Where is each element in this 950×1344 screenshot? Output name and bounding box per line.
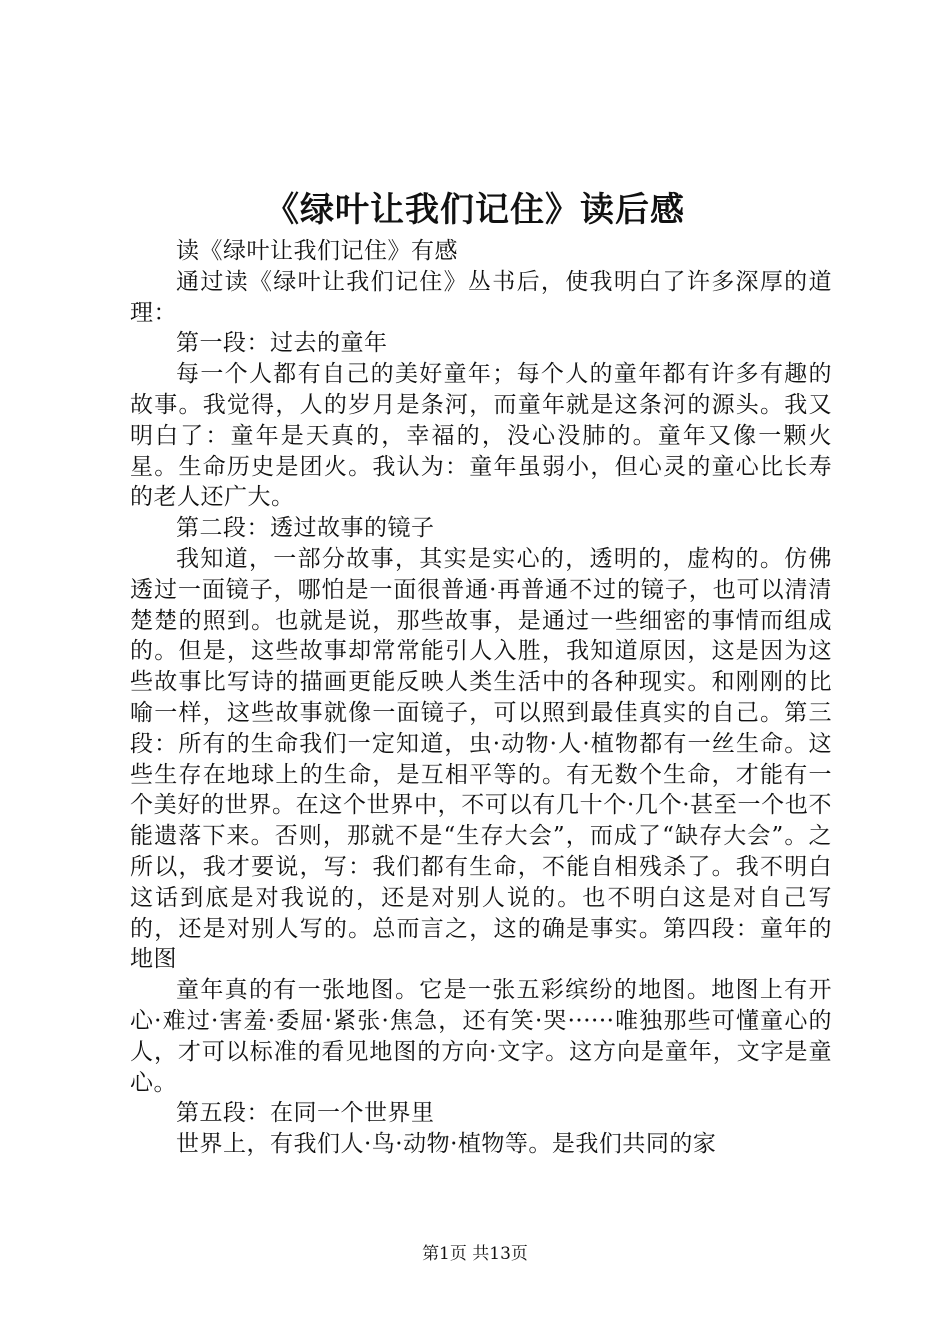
section-heading-5: 第五段：在同一个世界里: [176, 1100, 435, 1127]
paragraph-childhood: 每一个人都有自己的美好童年；每个人的童年都有许多有趣的故事。我觉得，人的岁月是条河，而童年就是这条河的源头。我又明白了：童年是天真的，幸福的，没心没肺的。童年又像一颗火星。生命历史是团火。我认为：童年虽弱小，但心灵的童心比长寿的老人还广大。: [130, 361, 832, 511]
paragraph-intro: 通过读《绿叶让我们记住》丛书后，使我明白了许多深厚的道理：: [130, 268, 832, 326]
section-heading-1: 第一段：过去的童年: [176, 330, 388, 357]
paragraph-subtitle: 读《绿叶让我们记住》有感: [176, 238, 458, 264]
page-footer: 第1页 共13页: [422, 1244, 528, 1264]
paragraph-mirror: 我知道，一部分故事，其实是实心的，透明的，虚构的。仿佛透过一面镜子，哪怕是一面很普通·再普通不过的镜子，也可以清清楚楚的照到。也就是说，那些故事，是通过一些细密的事情而组成的。但是，这些故事却常常能引人入胜，我知道原因，这是因为这些故事比写诗的描画更能反映人类生活中的各种现实。和刚刚的比喻一样，这些故事就像一面镜子，可以照到最佳真实的自己。第三段：所有的生命我们一定知道，虫·动物·人·植物都有一丝生命。这些生存在地球上的生命，是互相平等的。有无数个生命，才能有一个美好的世界。在这个世界中，不可以有几十个·几个·甚至一个也不能遗落下来。否则，那就不是“生存大会”，而成了“缺存大会”。之所以，我才要说，写：我们都有生命，不能自相残杀了。我不明白这话到底是对我说的，还是对别人说的。也不明白这是对自己写的，还是对别人写的。总而言之，这的确是事实。第四段：童年的地图: [130, 545, 832, 973]
section-heading-2: 第二段：透过故事的镜子: [176, 515, 435, 542]
paragraph-map: 童年真的有一张地图。它是一张五彩缤纷的地图。地图上有开心·难过·害羞·委屈·紧张·焦急，还有笑·哭······唯独那些可懂童心的人，才可以标准的看见地图的方向·文字。这方向是童年，文字是童心。: [130, 977, 832, 1096]
document-title: 《绿叶让我们记住》读后感: [265, 190, 685, 230]
document-body: [130, 236, 832, 1160]
paragraph-world: 世界上，有我们人·鸟·动物·植物等。是我们共同的家: [176, 1131, 717, 1158]
